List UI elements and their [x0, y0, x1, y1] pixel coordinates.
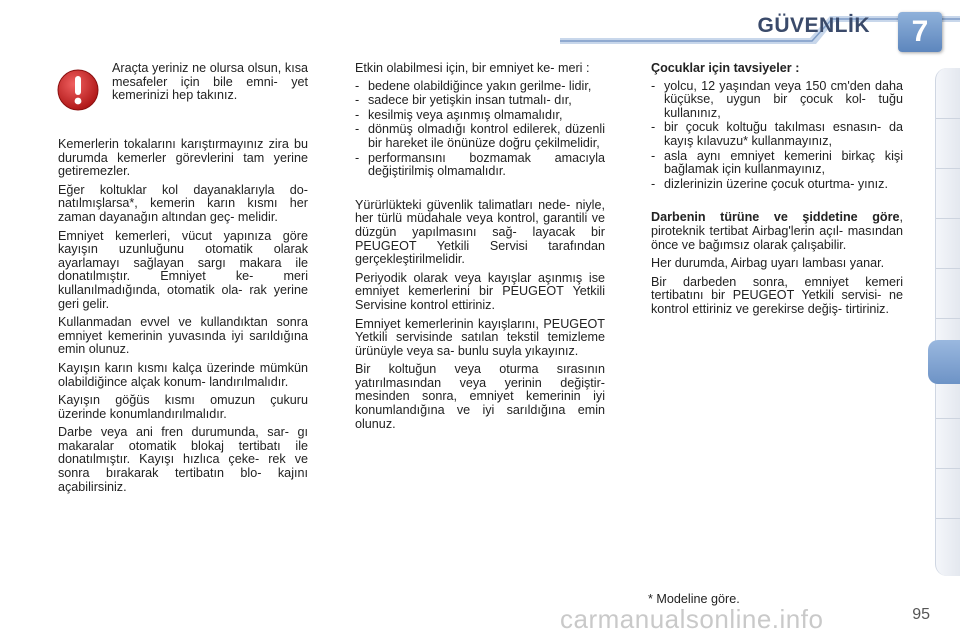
col3-paragraph: Her durumda, Airbag uyarı lambası yanar. [651, 256, 885, 271]
list-item: - bedene olabildiğince yakın gerilme- lidir, [355, 80, 605, 94]
chapter-number-badge: 7 [898, 12, 942, 52]
col3-airbag-paragraph [651, 211, 903, 252]
col2-intro: Etkin olabilmesi için, bir emniyet ke- meri : [355, 61, 590, 75]
column-2 [355, 62, 605, 436]
col3-children-list [651, 80, 903, 192]
col1-paragraph: Kemerlerin tokalarını karıştırmayınız zira bu durumda kemerler görevlerini tam yerine getiremezler. [58, 137, 308, 179]
col2-paragraph: Emniyet kemerlerinin kayışlarını, PEUGEOT Yetkili servisinde satılan tekstil temizleme ürünüyle veya sa- bunlu suyla yıkayınız. [355, 316, 605, 358]
col1-paragraph: Kayışın göğüs kısmı omuzun çukuru üzerinde konumlandırılmalıdır. [58, 393, 308, 421]
list-item: - yolcu, 12 yaşından veya 150 cm'den daha küçükse, uygun bir çocuk kol- tuğu kullanınız, [651, 80, 903, 121]
warning-text: Araçta yeriniz ne olursa olsun, kısa mesafeler için bile emni- yet kemerinizi hep takınız. [112, 61, 308, 103]
list-item: - sadece bir yetişkin insan tutmalı- dır, [355, 94, 605, 108]
col2-requirements-list [355, 80, 605, 179]
col3-paragraph: Bir darbeden sonra, emniyet kemeri tertibatını bir PEUGEOT Yetkili servisi- ne kontrol ettiriniz ve gerekirse değiş- tirtiriniz. [651, 274, 903, 316]
col2-paragraph: Periyodik olarak veya kayışlar aşınmış ise emniyet kemerlerini bir PEUGEOT Yetkili Servisine kontrol ettiriniz. [355, 270, 605, 312]
list-item: - performansını bozmamak amacıyla değiştirilmiş olmamalıdır. [355, 152, 605, 179]
watermark: carmanualsonline.info [560, 604, 824, 634]
chapter-tab-strip [935, 68, 960, 576]
list-item: - kesilmiş veya aşınmış olmamalıdır, [355, 109, 605, 123]
col1-paragraph: Kayışın karın kısmı kalça üzerinde mümkün olabildiğince alçak konum- landırılmalıdır. [58, 360, 308, 389]
list-item: - dönmüş olmadığı kontrol edilerek, düzenli bir hareket ile önünüze doğru çekilmelidir, [355, 123, 605, 150]
col2-paragraph: Yürürlükteki güvenlik talimatları nede- niyle, her türlü müdahale veya kontrol, garantili ve düzgün yapılmasını sağ- layacak bir PEUGEOT Yetkili Servisi tarafından gerçekleştirilmelidir. [355, 197, 605, 267]
col1-paragraph: Eğer koltuklar kol dayanaklarıyla do- natılmışlarsa*, kemerin karın kısmı her zaman dayanağın altından geç- melidir. [58, 182, 308, 224]
col1-paragraph: Kullanmadan evvel ve kullandıktan sonra emniyet kemerinin yuvasında iyi sarıldığına emin olunuz. [58, 315, 308, 357]
list-item: - asla aynı emniyet kemerini birkaç kişi bağlamak için kullanmayınız, [651, 150, 903, 177]
chapter-tab-active[interactable] [928, 340, 960, 384]
col1-paragraph: Darbe veya ani fren durumunda, sar- gı makaralar otomatik blokaj tertibatı ile donatılmıştır. Kayışı hızlıca çeke- rek ve sonra bırakarak tertibatın blo- kajını açabilirsiniz. [58, 425, 308, 494]
page-number: 95 [912, 606, 930, 623]
list-item: - bir çocuk koltuğu takılması esnasın- da kayış kılavuzu* kullanmayınız, [651, 121, 903, 148]
list-item: - dizlerinizin üzerine çocuk oturtma- yınız. [651, 178, 903, 192]
col3-heading: Çocuklar için tavsiyeler : [651, 61, 800, 75]
footnote: * Modeline göre. [648, 592, 740, 606]
col3-airbag-bold: Darbenin türüne ve şiddetine göre [651, 210, 900, 225]
exclamation-icon [56, 68, 100, 112]
column-1 [58, 138, 308, 499]
col2-paragraph: Bir koltuğun veya oturma sırasının yatırılmasından veya yerinin değiştir- mesinden sonra, emniyet kemerinin iyi konumlandığına ve iyi sarıldığına emin olunuz. [355, 362, 605, 431]
section-title: GÜVENLİK [757, 14, 870, 37]
col1-paragraph: Emniyet kemerleri, vücut yapınıza göre kayışın uzunluğunu otomatik olarak ayarlamayı sağlayan sargı makara ile donatılmıştır. Emniyet ke- meri kullanılmadığında, otomatik ola- rak yerine geri gelir. [58, 228, 308, 311]
col3-airbag-rest: , piroteknik tertibat Airbag'lerin açıl- masından önce ve bağımsız olarak çalışabilir. [651, 210, 903, 252]
column-3 [651, 62, 903, 322]
